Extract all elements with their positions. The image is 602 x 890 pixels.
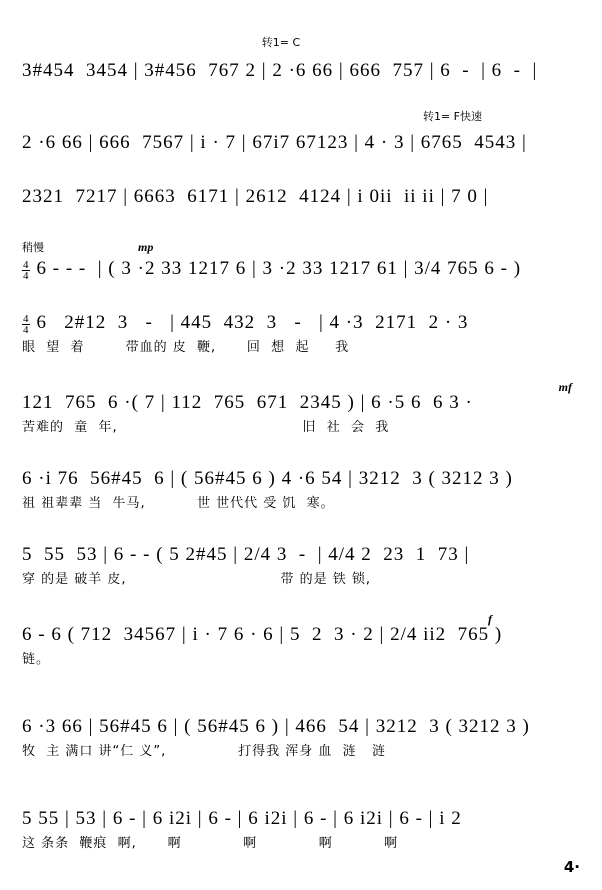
notation-line-2: 2 ·6 66 | 666 7567 | i · 7 | 67i7 67123 | 4 · 3 | 6765 4543 | <box>22 132 527 153</box>
notation-line-3: 2321 7217 | 6663 6171 | 2612 4124 | i 0ii ii ii | 7 0 | <box>22 186 489 207</box>
music-system-9 <box>0 622 602 670</box>
music-system-3 <box>0 184 602 210</box>
dynamic-mp: mp <box>138 240 154 254</box>
music-system-1 <box>0 58 602 84</box>
notation-line-8: 5 55 53 | 6 - - ( 5 2#45 | 2/4 3 - | 4/4 2 23 1 73 | <box>22 544 470 565</box>
notation-line-10: 6 ·3 66 | 56#45 6 | ( 56#45 6 ) | 466 54 | 3212 3 ( 3212 3 ) <box>22 716 530 737</box>
notation-line-1: 3#454 3454 | 3#456 767 2 | 2 ·6 66 | 666 757 | 6 - | 6 - | <box>22 60 538 81</box>
tempo-row-4 <box>0 238 602 256</box>
music-system-11 <box>0 806 602 854</box>
music-system-4 <box>0 256 602 282</box>
notation-line-6: 121 765 6 ·( 7 | 112 765 671 2345 ) | 6 ·5 6 6 3 · <box>22 392 473 413</box>
lyric-line-11: 这 条条 鞭痕 啊, 啊 啊 啊 啊 <box>22 836 399 851</box>
notation-line-4: 6 - - - | ( 3 ·2 33 1217 6 | 3 ·2 33 1217 61 | 3/4 765 6 - ) <box>36 258 522 279</box>
music-system-5 <box>0 310 602 358</box>
dynamic-f: f <box>488 612 492 626</box>
music-system-7 <box>0 466 602 514</box>
music-system-8 <box>0 542 602 590</box>
lyric-line-10: 牧 主 满口 讲“仁 义”, 打得我 浑身 血 涟 涟 <box>22 744 387 759</box>
notation-line-5: 6 2#12 3 - | 445 432 3 - | 4 ·3 2171 2 · 3 <box>36 312 469 333</box>
key-change-marker-1: 转1= C <box>261 36 301 49</box>
lyric-line-8: 穿 的是 破羊 皮, 带 的是 铁 锁, <box>22 572 372 587</box>
lyric-line-6: 苦难的 童 年, 旧 社 会 我 <box>22 420 390 435</box>
lyric-line-9: 链。 <box>22 652 51 667</box>
music-system-6 <box>0 390 602 438</box>
time-signature-4-4-b: $\frac{4}{4}$ <box>23 312 29 336</box>
key-change-marker-2: 转1= F快速 <box>422 110 482 123</box>
time-signature-4-4-a: $\frac{4}{4}$ <box>23 258 29 282</box>
tempo-marking-slow: 稍慢 <box>22 241 44 254</box>
page-number: 4· <box>563 858 580 876</box>
sheet-music-page <box>0 34 602 890</box>
music-system-2 <box>0 130 602 156</box>
lyric-line-5: 眼 望 着 带血的 皮 鞭, 回 想 起 我 <box>22 340 350 355</box>
dynamic-mf: mf <box>558 380 572 394</box>
notation-line-11: 5 55 | 53 | 6 - | 6 i2i | 6 - | 6 i2i | 6 - | 6 i2i | 6 - | i 2 <box>22 808 462 829</box>
lyric-line-7: 祖 祖辈辈 当 牛马, 世 世代代 受 饥 寒。 <box>22 496 335 511</box>
notation-line-7: 6 ·i 76 56#45 6 | ( 56#45 6 ) 4 ·6 54 | 3212 3 ( 3212 3 ) <box>22 468 513 489</box>
notation-line-9: 6 - 6 ( 712 34567 | i · 7 6 · 6 | 5 2 3 · 2 | 2/4 ii2 765 ) <box>22 624 503 645</box>
music-system-10 <box>0 714 602 762</box>
